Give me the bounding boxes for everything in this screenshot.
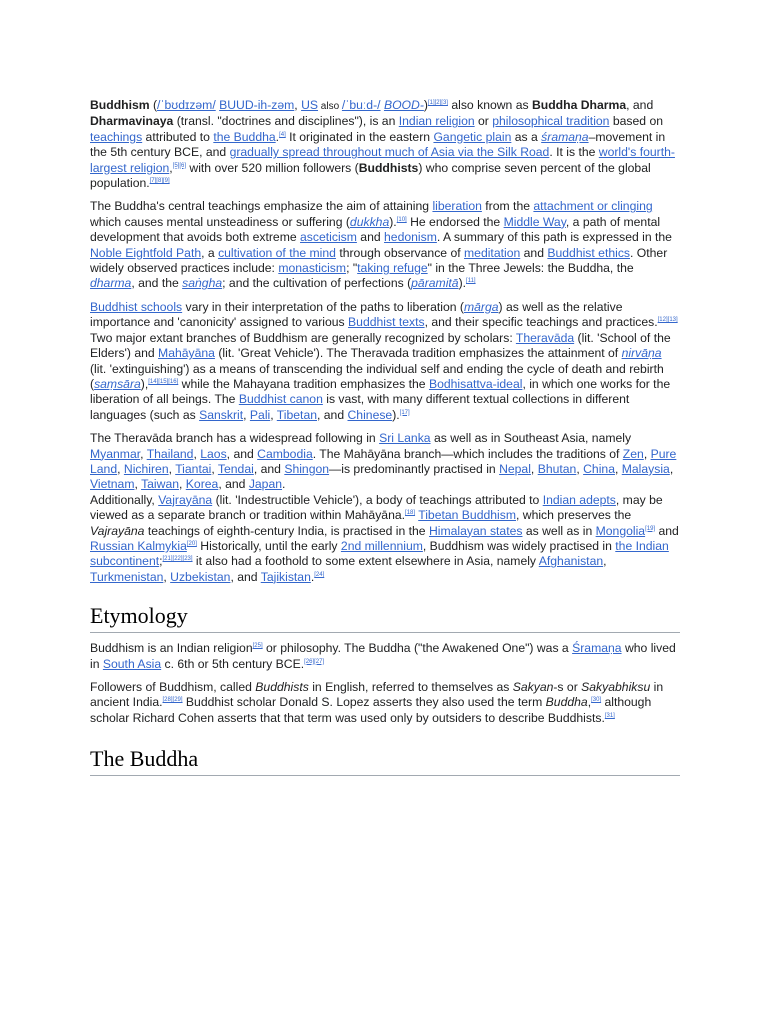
article-link[interactable]: mārga xyxy=(463,299,499,314)
article-link[interactable]: Bhutan xyxy=(537,461,577,476)
text: Two major extant branches of Buddhism are generally recognized by scholars: xyxy=(90,330,516,345)
article-link[interactable]: Cambodia xyxy=(257,446,313,461)
text: ), xyxy=(140,376,149,391)
text: , xyxy=(193,446,201,461)
text: (lit. 'extinguishing') as a means of transcending the individual self and ending the cycle of death and rebirth ( xyxy=(90,361,664,391)
branches-paragraph xyxy=(90,431,680,493)
text: , Buddhism was widely practised in xyxy=(422,538,616,553)
text: , and the xyxy=(131,276,183,291)
article-link[interactable]: the Indian subcontinent xyxy=(90,538,669,569)
text: as well as in Southeast Asia, namely xyxy=(430,431,632,446)
article-link[interactable]: Shingon xyxy=(284,461,330,476)
text: , xyxy=(243,407,250,422)
article-link[interactable]: Afghanistan xyxy=(538,554,604,569)
article-link[interactable]: gradually spread throughout much of Asia via the Silk Road xyxy=(229,145,550,160)
italic-term: Buddha xyxy=(545,695,588,710)
article-link[interactable]: Thailand xyxy=(146,446,194,461)
article-link[interactable]: Buddhist texts xyxy=(348,315,425,330)
text: (lit. 'Great Vehicle'). The Theravada tradition emphasizes the attainment of xyxy=(214,346,622,361)
text: ; " xyxy=(346,261,358,276)
text: , in which one works for the liberation of all beings. The xyxy=(90,376,671,407)
article-link[interactable]: Turkmenistan xyxy=(90,569,164,584)
text: . xyxy=(282,477,286,492)
text: Followers of Buddhism, called xyxy=(90,680,256,694)
schools-paragraph xyxy=(90,300,680,423)
article-link[interactable]: China xyxy=(583,461,615,476)
article-link[interactable]: Vietnam xyxy=(90,477,135,492)
text: , and xyxy=(317,407,348,422)
text: Historically, until the early xyxy=(196,538,341,553)
citation-ref[interactable]: [31] xyxy=(604,712,615,719)
article-link[interactable]: Nichiren xyxy=(123,461,169,476)
article-link[interactable]: Sri Lanka xyxy=(379,431,431,446)
text: ). xyxy=(458,276,467,291)
text: It originated in the eastern xyxy=(285,129,434,144)
text: , and xyxy=(253,461,285,476)
text: , which preserves the xyxy=(516,508,632,523)
article-link[interactable]: Vajrayāna xyxy=(158,492,213,507)
section-heading-the-buddha: The Buddha xyxy=(90,746,680,776)
citation-ref[interactable]: [21][22][23] xyxy=(162,556,193,563)
article-link[interactable]: dharma xyxy=(90,276,132,291)
pronunciation-link[interactable]: BOOD- xyxy=(383,98,424,112)
text: through observance of xyxy=(335,245,465,260)
text: as well as in xyxy=(522,523,596,538)
text: and xyxy=(356,230,385,245)
text: , and xyxy=(218,477,249,492)
text: is vast, with many different textual collections in different languages (such as xyxy=(90,392,630,422)
vajrayana-paragraph xyxy=(90,493,680,585)
text: . Other widely observed practices include: xyxy=(90,245,668,276)
text: as a xyxy=(511,129,542,144)
article-link[interactable]: liberation xyxy=(432,199,482,214)
italic-term: Buddhists xyxy=(255,680,309,694)
text: , xyxy=(168,461,176,476)
article-link[interactable]: Uzbekistan xyxy=(170,569,231,584)
text: with over 520 million followers ( xyxy=(186,160,359,175)
citation-ref[interactable]: [11] xyxy=(466,278,476,285)
italic-term: Vajrayāna xyxy=(90,523,145,538)
text: (lit. 'School of the Elders') and xyxy=(90,330,671,361)
text: , and xyxy=(626,98,654,112)
article-link[interactable]: Malaysia xyxy=(621,461,670,476)
text: it also had a foothold to some extent elsewhere in Asia, namely xyxy=(192,554,539,569)
article-link[interactable]: the Buddha xyxy=(213,129,276,144)
article-link[interactable]: taking refuge xyxy=(357,261,428,276)
text: (lit. 'Indestructible Vehicle'), a body of teachings attributed to xyxy=(212,492,543,507)
article-link[interactable]: Mongolia xyxy=(595,523,646,538)
text: also xyxy=(318,101,342,112)
text: . The Mahāyāna branch—which includes the traditions of xyxy=(312,446,623,461)
text: (transl. "doctrines and disciplines"), is an xyxy=(173,114,399,129)
article-link[interactable]: attachment or clinging xyxy=(533,199,653,214)
text: , xyxy=(603,554,607,569)
italic-term: Sakyabhiksu xyxy=(581,680,651,694)
text: . xyxy=(275,129,280,144)
text: , xyxy=(643,446,651,461)
citation-ref[interactable]: [10] xyxy=(396,216,407,223)
article-link[interactable]: asceticism xyxy=(300,230,357,245)
text: who lived in xyxy=(90,641,676,671)
citation-ref[interactable]: [20] xyxy=(186,540,197,547)
text: , xyxy=(169,160,173,175)
text: teachings of eighth-century India, is practised in the xyxy=(144,523,429,538)
article-link[interactable]: Myanmar xyxy=(90,446,141,461)
citation-ref[interactable]: [30] xyxy=(591,697,602,704)
bold-term: Buddha Dharma xyxy=(531,98,627,112)
article-link[interactable]: Zen xyxy=(622,446,644,461)
text: –movement in the 5th century BCE, and xyxy=(90,129,666,160)
bold-term: Buddhists xyxy=(358,160,419,175)
text: , a xyxy=(201,245,219,260)
text: , xyxy=(576,461,584,476)
article-link[interactable]: Gangetic plain xyxy=(433,129,512,144)
article-link[interactable]: pāramitā xyxy=(411,276,459,291)
article-link[interactable]: Tibetan Buddhism xyxy=(418,508,516,523)
article-link[interactable]: Japan xyxy=(248,477,283,492)
citation-ref[interactable]: [17] xyxy=(399,409,410,416)
article-link[interactable]: cultivation of the mind xyxy=(218,245,336,260)
citation-ref[interactable]: [5][6] xyxy=(172,162,186,169)
article-link[interactable]: hedonism xyxy=(384,230,437,245)
article-link[interactable]: Nepal xyxy=(499,461,531,476)
article-link[interactable]: Theravāda xyxy=(515,330,575,345)
text: ( xyxy=(149,98,158,112)
text: , xyxy=(211,461,218,476)
article-link[interactable]: 2nd millennium xyxy=(340,538,423,553)
article-link[interactable]: Mahāyāna xyxy=(158,346,215,361)
etymology-paragraph xyxy=(90,641,680,672)
article-link[interactable]: Taiwan xyxy=(141,477,179,492)
citation-ref[interactable]: [28][29] xyxy=(162,697,183,704)
text: also known as xyxy=(447,98,532,112)
text: Buddhist scholar Donald S. Lopez asserts they also used the term xyxy=(182,695,546,710)
text: " in the Three Jewels: the Buddha, the xyxy=(427,261,634,276)
article-link[interactable]: Indian adepts xyxy=(542,492,616,507)
article-link[interactable]: Korea xyxy=(185,477,219,492)
text: , xyxy=(163,569,171,584)
text: , and their specific teachings and practices. xyxy=(424,315,658,330)
article-link[interactable]: Pali xyxy=(249,407,271,422)
text: . xyxy=(310,569,315,584)
text: in ancient India. xyxy=(90,680,664,710)
article-link[interactable]: Sanskrit xyxy=(199,407,244,422)
article-link[interactable]: Middle Way xyxy=(503,214,566,229)
article-link[interactable]: Tiantai xyxy=(175,461,212,476)
text: , xyxy=(669,461,674,476)
text: . It is the xyxy=(549,145,599,160)
text: in English, referred to themselves as xyxy=(308,680,513,694)
article-link[interactable]: Chinese xyxy=(347,407,393,422)
text: , xyxy=(270,407,277,422)
article-link[interactable]: world's fourth-largest religion xyxy=(90,145,675,175)
text: Additionally, xyxy=(90,492,159,507)
text: which causes mental unsteadiness or suffering ( xyxy=(90,214,350,229)
text: , xyxy=(179,477,186,492)
citation-ref[interactable]: [19] xyxy=(645,525,656,532)
citation-ref[interactable]: [12][13] xyxy=(657,317,678,324)
text: , xyxy=(587,695,592,710)
pronunciation-link[interactable]: BUUD-ih-zəm xyxy=(219,98,295,112)
article-link[interactable]: Buddhist ethics xyxy=(547,245,631,260)
bold-term: Dharmavinaya xyxy=(90,114,174,129)
citation-ref[interactable]: [26][27] xyxy=(304,658,325,665)
text: , and xyxy=(226,446,258,461)
text: -s or xyxy=(553,680,582,694)
article-link[interactable]: dukkha xyxy=(349,214,390,229)
text: The Theravāda branch has a widespread following in xyxy=(90,431,380,446)
article-link[interactable]: Himalayan states xyxy=(428,523,523,538)
text: ) who comprise seven percent of the global population. xyxy=(90,160,651,191)
text: based on xyxy=(609,114,664,129)
article-link[interactable]: Buddhist canon xyxy=(238,392,323,407)
citation-ref[interactable]: [25] xyxy=(252,643,263,650)
etymology-paragraph xyxy=(90,680,680,726)
article-link[interactable]: Bodhisattva-ideal xyxy=(428,376,523,391)
text: ; and the cultivation of perfections ( xyxy=(222,276,412,291)
text: , xyxy=(530,461,538,476)
article-link[interactable]: Buddhist schools xyxy=(90,299,183,314)
section-heading-etymology: Etymology xyxy=(90,603,680,633)
article-link[interactable]: Russian Kalmykia xyxy=(90,538,187,553)
text: Buddhism is an Indian religion xyxy=(90,641,253,656)
article-link[interactable]: Tibetan xyxy=(276,407,317,422)
teachings-paragraph xyxy=(90,199,680,291)
text: ) xyxy=(423,98,428,112)
text: although scholar Richard Cohen asserts that that term was used only by outsiders to describe Buddhists. xyxy=(90,695,652,725)
text: and xyxy=(520,245,548,260)
text: c. 6th or 5th century BCE. xyxy=(161,656,305,671)
text: , a path of mental development that avoids both extreme xyxy=(90,214,661,245)
text: vary in their interpretation of the paths to liberation ( xyxy=(182,299,464,314)
citation-ref[interactable]: [4] xyxy=(279,131,286,138)
text: ) as well as the relative importance and 'canonicity' assigned to various xyxy=(90,299,623,330)
article-link[interactable]: Śramaṇa xyxy=(572,641,622,656)
text: , may be viewed as a separate branch or tradition within Mahāyāna. xyxy=(90,492,663,523)
article-link[interactable]: nirvāṇa xyxy=(621,346,662,361)
article-link[interactable]: saṅgha xyxy=(182,276,223,291)
ipa-link[interactable]: /ˈbʊdɪzəm/ xyxy=(157,98,216,112)
us-link[interactable]: US xyxy=(301,98,319,112)
text: from the xyxy=(481,199,534,214)
text: , xyxy=(294,98,302,112)
citation-ref[interactable]: [1][2][3] xyxy=(427,99,448,106)
article-link[interactable]: śramaṇa xyxy=(541,129,589,144)
text: , xyxy=(134,477,142,492)
text: The Buddha's central teachings emphasize the aim of attaining xyxy=(90,199,433,214)
article-link[interactable]: monasticism xyxy=(278,261,347,276)
text: while the Mahayana tradition emphasizes the xyxy=(178,376,429,391)
article-link[interactable]: Tajikistan xyxy=(260,569,311,584)
article-link[interactable]: Pure Land xyxy=(90,446,677,476)
article-link[interactable]: Noble Eightfold Path xyxy=(90,245,202,260)
text: , xyxy=(614,461,622,476)
italic-term: Sakyan xyxy=(512,680,554,694)
citation-ref[interactable]: [24] xyxy=(314,571,325,578)
intro-paragraph xyxy=(90,98,680,191)
article-link[interactable]: Laos xyxy=(200,446,227,461)
article-link[interactable]: philosophical tradition xyxy=(492,114,610,129)
article-link[interactable]: Indian religion xyxy=(398,114,475,129)
article-link[interactable]: Tendai xyxy=(217,461,254,476)
ipa-link[interactable]: /ˈbuːd-/ xyxy=(341,98,381,112)
text: attributed to xyxy=(142,129,214,144)
citation-ref[interactable]: [7][8][9] xyxy=(149,177,170,184)
text: —is predominantly practised in xyxy=(329,461,500,476)
text: , xyxy=(117,461,124,476)
text: ). xyxy=(389,214,397,229)
text: or xyxy=(474,114,493,129)
article-link[interactable]: meditation xyxy=(464,245,521,260)
text: , xyxy=(140,446,147,461)
article-body xyxy=(90,98,680,776)
text: , and xyxy=(230,569,261,584)
article-link[interactable]: teachings xyxy=(90,129,143,144)
text: ; xyxy=(159,554,163,569)
text: ). xyxy=(392,407,400,422)
text: . A summary of this path is expressed in the xyxy=(436,230,672,245)
citation-ref[interactable]: [18] xyxy=(405,510,416,517)
article-link[interactable]: saṃsāra xyxy=(94,376,141,391)
article-link[interactable]: South Asia xyxy=(102,656,162,671)
citation-ref[interactable]: [14][15][16] xyxy=(148,378,179,385)
text: and xyxy=(655,523,679,538)
bold-term: Buddhism xyxy=(90,98,150,112)
text: or philosophy. The Buddha ("the Awakened One") was a xyxy=(262,641,573,656)
text: He endorsed the xyxy=(406,214,504,229)
